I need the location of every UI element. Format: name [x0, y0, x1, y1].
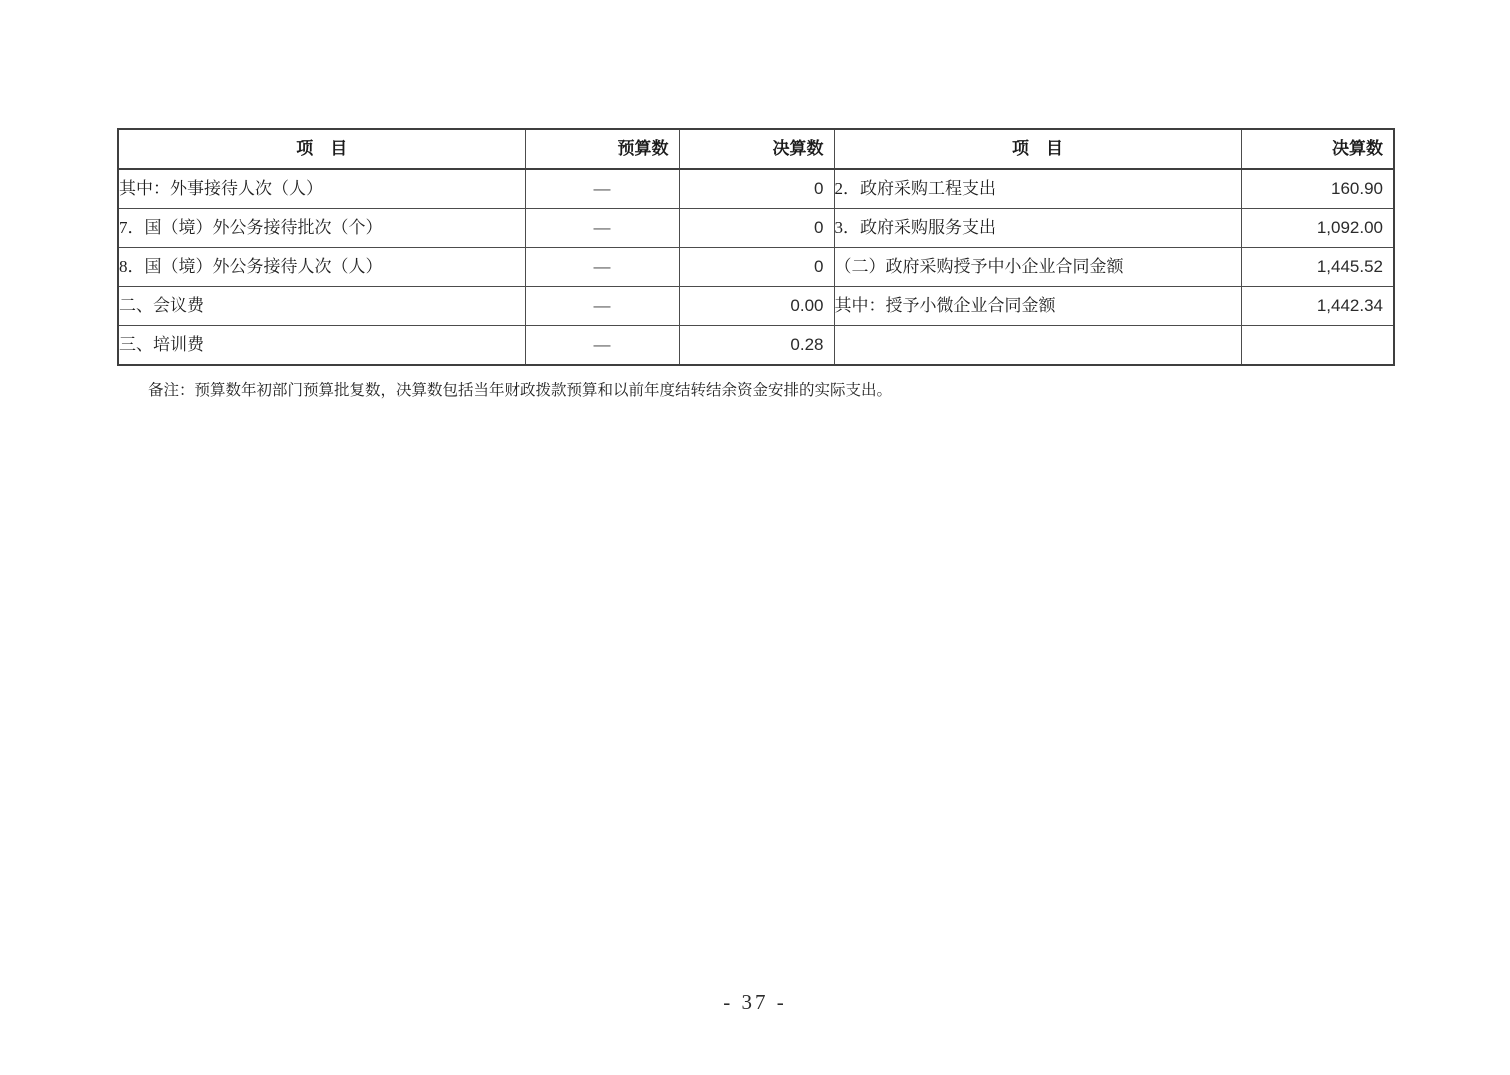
table-row [118, 209, 1394, 248]
footnote: 备注：预算数年初部门预算批复数，决算数包括当年财政拨款预算和以前年度结转结余资金安排的实际支出。 [148, 382, 893, 399]
budget-cell: — [525, 287, 679, 326]
item-left-cell: 8．国（境）外公务接待人次（人） [118, 248, 525, 287]
final-right-cell: 1,445.52 [1241, 248, 1394, 287]
final-right-cell: 160.90 [1241, 169, 1394, 209]
table-row [118, 248, 1394, 287]
header-budget: 预算数 [525, 129, 679, 169]
final-left-cell: 0.00 [679, 287, 834, 326]
final-left-cell: 0 [679, 169, 834, 209]
item-left-cell: 二、会议费 [118, 287, 525, 326]
item-left-cell: 三、培训费 [118, 326, 525, 366]
table-row [118, 287, 1394, 326]
final-right-cell: 1,092.00 [1241, 209, 1394, 248]
table-row [118, 326, 1394, 366]
item-left-cell: 7．国（境）外公务接待批次（个） [118, 209, 525, 248]
final-right-cell: 1,442.34 [1241, 287, 1394, 326]
budget-cell: — [525, 248, 679, 287]
final-left-cell: 0 [679, 209, 834, 248]
header-final-right: 决算数 [1241, 129, 1394, 169]
header-item-left: 项 目 [118, 129, 525, 169]
budget-cell: — [525, 169, 679, 209]
final-left-cell: 0 [679, 248, 834, 287]
budget-cell: — [525, 209, 679, 248]
final-left-cell: 0.28 [679, 326, 834, 366]
budget-final-accounts-table [117, 128, 1395, 366]
item-right-cell: （二）政府采购授予中小企业合同金额 [834, 248, 1241, 287]
item-right-cell [834, 326, 1241, 366]
header-item-right: 项 目 [834, 129, 1241, 169]
table-header-row [118, 129, 1394, 169]
final-right-cell [1241, 326, 1394, 366]
header-final-left: 决算数 [679, 129, 834, 169]
table-row [118, 169, 1394, 209]
page-number: - 37 - [723, 990, 787, 1014]
budget-cell: — [525, 326, 679, 366]
item-right-cell: 2．政府采购工程支出 [834, 169, 1241, 209]
item-left-cell: 其中：外事接待人次（人） [118, 169, 525, 209]
item-right-cell: 其中：授予小微企业合同金额 [834, 287, 1241, 326]
item-right-cell: 3．政府采购服务支出 [834, 209, 1241, 248]
